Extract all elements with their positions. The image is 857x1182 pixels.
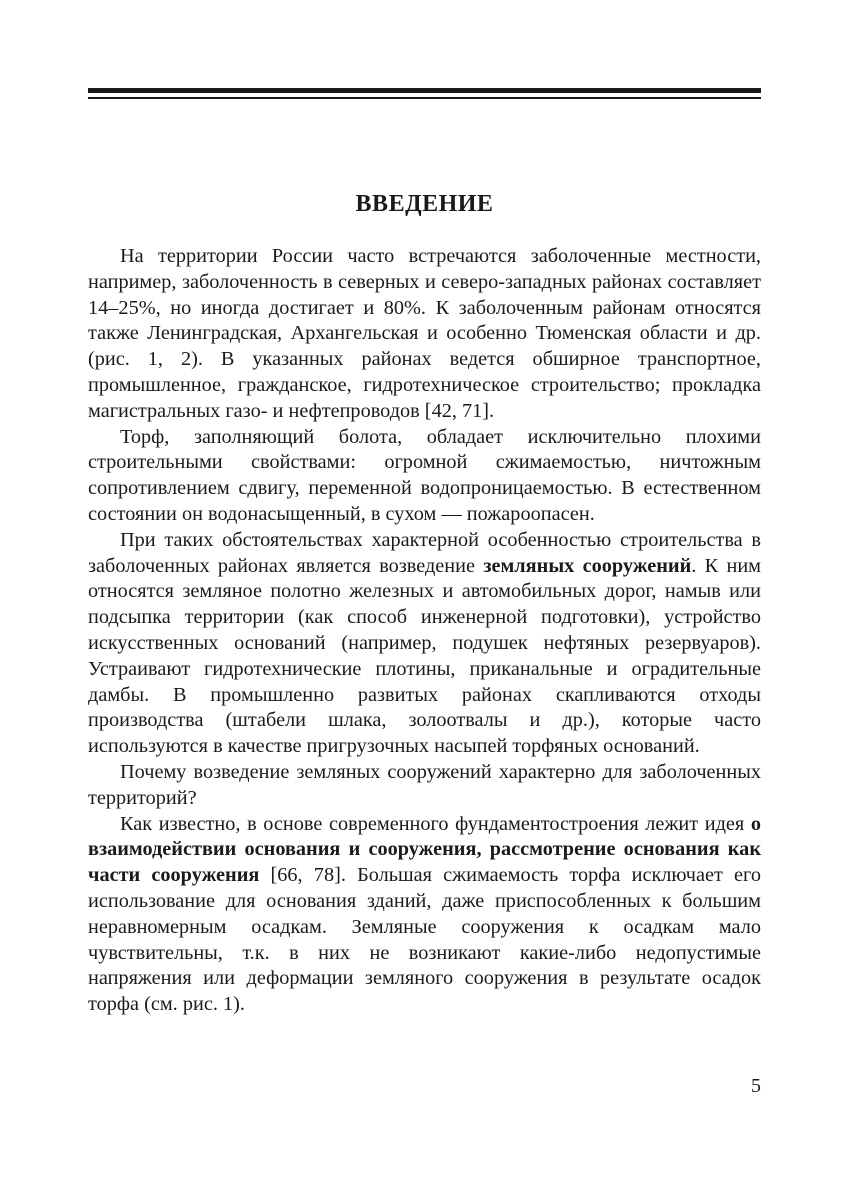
header-rule-thin — [88, 97, 761, 99]
text-segment: Торф, заполняющий болота, обладает исключительно плохими строительными свойствами: огромной сжимаемостью, ничтожным сопротивлением сдвигу, переменной водопроницаемостью. В естественном состоянии он водонасыщенный, в сухом — пожароопасен. — [88, 425, 761, 525]
page-number: 5 — [751, 1075, 761, 1097]
chapter-heading: ВВЕДЕНИЕ — [355, 191, 494, 217]
body-text — [88, 244, 761, 1018]
text-segment: Почему возведение земляных сооружений характерно для заболоченных территорий? — [88, 760, 761, 809]
text-segment: [66, 78]. Большая сжимаемость торфа исключает его использование для основания зданий, даже приспособленных к большим неравномерным осадкам. Земляные сооружения к осадкам мало чувствительны, т.к. в них не возникают какие-либо недопустимые напряжения или деформации земляного сооружения в результате осадок торфа (см. рис. 1). — [88, 864, 761, 1016]
header-rule-thick — [88, 88, 761, 93]
bold-term: о взаимодействии основания и сооружения, рассмотрение основания как части сооружения — [88, 812, 761, 887]
paragraph — [88, 812, 761, 1018]
paragraph — [88, 425, 761, 528]
bold-term: земляных сооружений — [483, 554, 692, 577]
paragraph — [88, 528, 761, 760]
text-segment: . К ним относятся земляное полотно железных и автомобильных дорог, намыв или подсыпка территории (как способ инженерной подготовки), устройство искусственных оснований (например, подушек нефтяных резервуаров). Устраивают гидротехнические плотины, приканальные и оградительные дамбы. В промышленно развитых районах скапливаются отходы производства (штабели шлака, золоотвалы и др.), которые часто используются в качестве пригрузочных насыпей торфяных оснований. — [88, 554, 762, 758]
text-segment: На территории России часто встречаются заболоченные местности, например, заболоченность в северных и северо-западных районах составляет 14–25%, но иногда достигает и 80%. К заболоченным районам относятся также Ленинградская, Архангельская и особенно Тюменская области и др. (рис. 1, 2). В указанных районах ведется обширное транспортное, промышленное, гражданское, гидротехническое строительство; прокладка магистральных газо- и нефтепроводов [42, 71]. — [88, 245, 761, 422]
text-segment: При таких обстоятельствах характерной особенностью строительства в заболоченных районах является возведение — [88, 528, 761, 577]
paragraph — [88, 760, 761, 812]
text-segment: Как известно, в основе современного фундаментостроения лежит идея — [120, 812, 751, 835]
paragraph — [88, 244, 761, 425]
